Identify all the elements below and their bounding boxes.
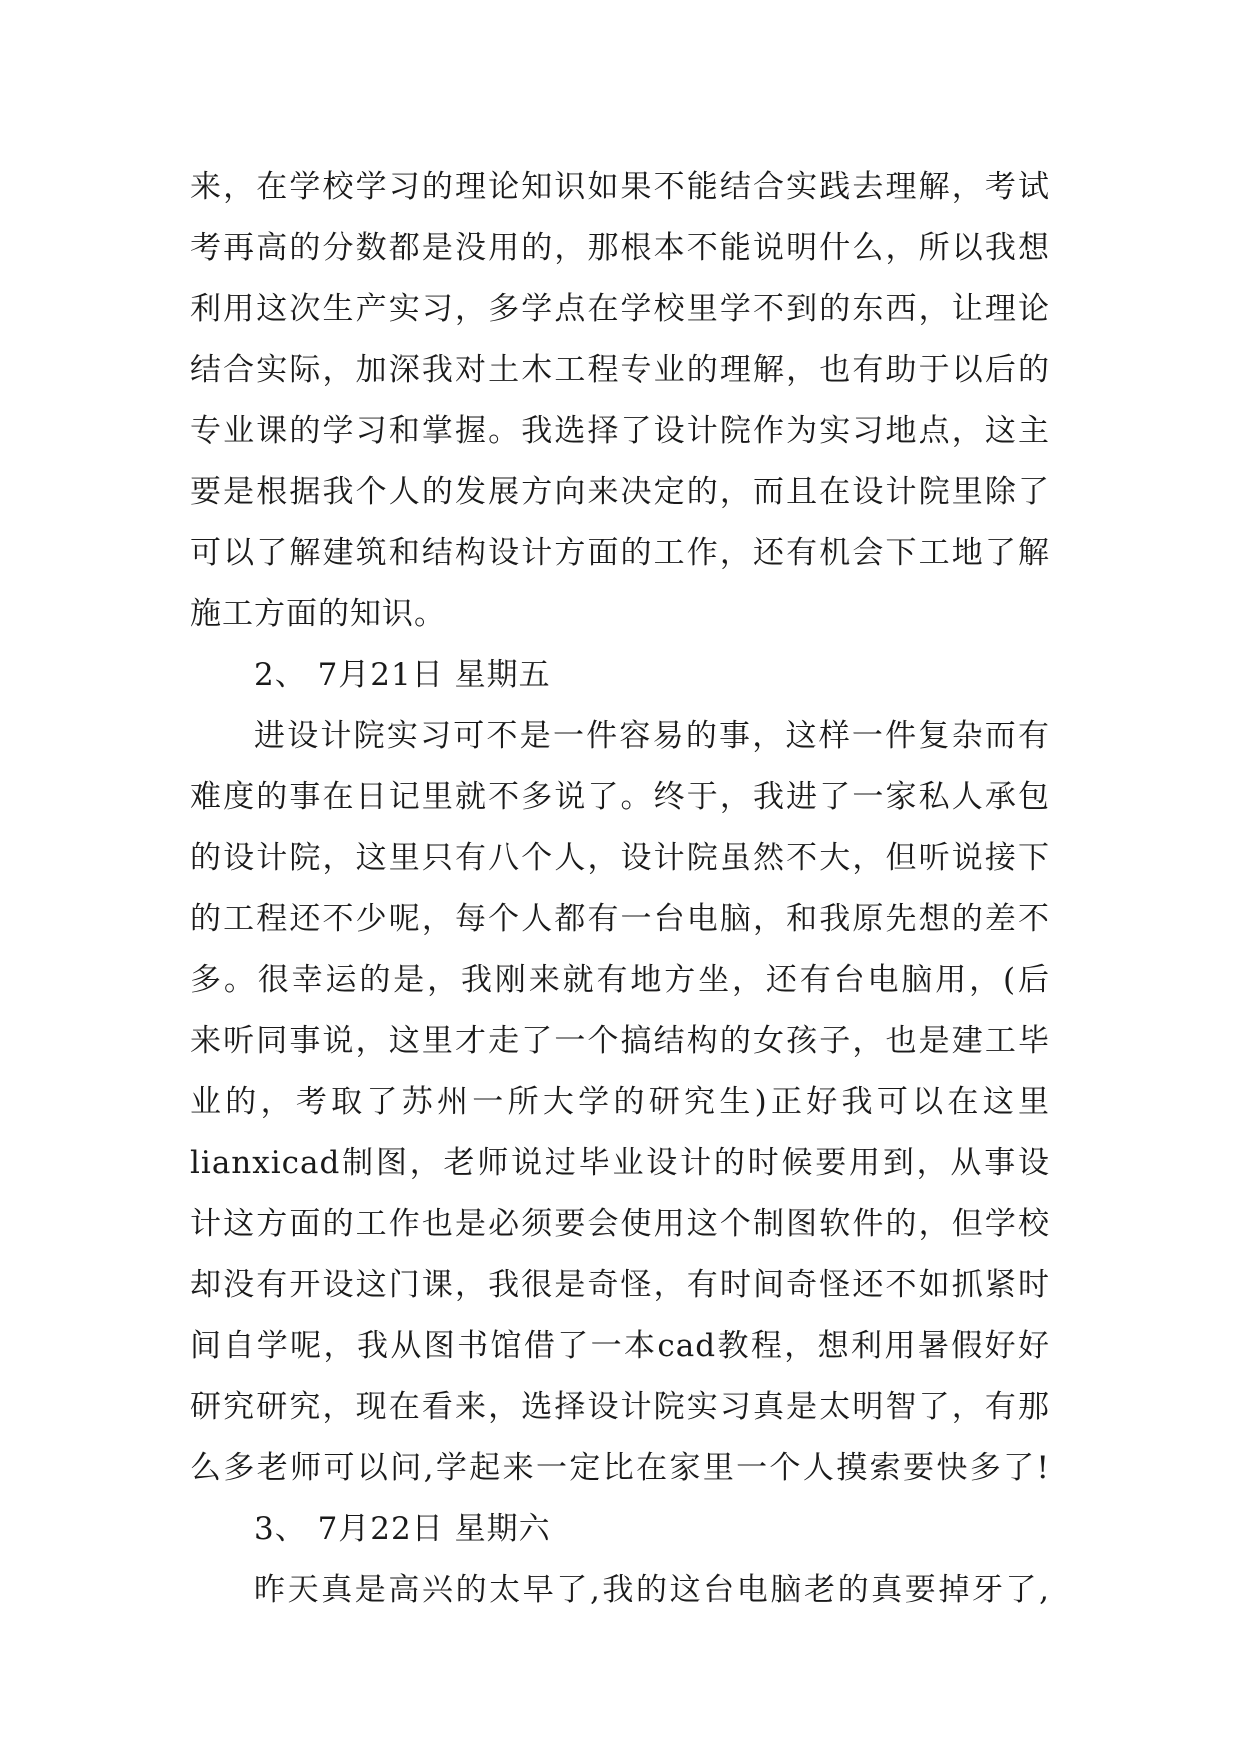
paragraph-line: 昨天真是高兴的太早了,我的这台电脑老的真要掉牙了, xyxy=(254,1572,1050,1608)
paragraph-line: 考再高的分数都是没用的，那根本不能说明什么，所以我想 xyxy=(190,230,1050,266)
paragraph-line: 进设计院实习可不是一件容易的事，这样一件复杂而有 xyxy=(254,718,1050,754)
document-body xyxy=(190,157,1050,1621)
paragraph-line: 研究研究，现在看来，选择设计院实习真是太明智了，有那 xyxy=(190,1389,1050,1425)
paragraph-line: 来，在学校学习的理论知识如果不能结合实践去理解，考试 xyxy=(190,169,1050,205)
paragraph-line: 业的，考取了苏州一所大学的研究生)正好我可以在这里 xyxy=(190,1084,1050,1120)
paragraph-line: 施工方面的知识。 xyxy=(190,596,446,632)
paragraph-line: 要是根据我个人的发展方向来决定的，而且在设计院里除了 xyxy=(190,474,1050,510)
paragraph-line: 间自学呢，我从图书馆借了一本cad教程，想利用暑假好好 xyxy=(190,1328,1050,1364)
diary-entry-heading: 2、 7月21日 星期五 xyxy=(254,657,551,693)
paragraph-line: 计这方面的工作也是必须要会使用这个制图软件的，但学校 xyxy=(190,1206,1050,1242)
paragraph-line: 可以了解建筑和结构设计方面的工作，还有机会下工地了解 xyxy=(190,535,1050,571)
paragraph-line: 结合实际，加深我对土木工程专业的理解，也有助于以后的 xyxy=(190,352,1050,388)
paragraph-line: lianxicad制图，老师说过毕业设计的时候要用到，从事设 xyxy=(190,1145,1050,1181)
paragraph-line: 的设计院，这里只有八个人，设计院虽然不大，但听说接下 xyxy=(190,840,1050,876)
paragraph-line: 多。很幸运的是，我刚来就有地方坐，还有台电脑用，(后 xyxy=(190,962,1050,998)
paragraph-line: 么多老师可以问,学起来一定比在家里一个人摸索要快多了! xyxy=(190,1450,1050,1486)
paragraph-line: 专业课的学习和掌握。我选择了设计院作为实习地点，这主 xyxy=(190,413,1050,449)
paragraph-line: 来听同事说，这里才走了一个搞结构的女孩子，也是建工毕 xyxy=(190,1023,1050,1059)
paragraph-line: 却没有开设这门课，我很是奇怪，有时间奇怪还不如抓紧时 xyxy=(190,1267,1050,1303)
diary-entry-heading: 3、 7月22日 星期六 xyxy=(254,1511,551,1547)
paragraph-line: 利用这次生产实习，多学点在学校里学不到的东西，让理论 xyxy=(190,291,1050,327)
paragraph-line: 的工程还不少呢，每个人都有一台电脑，和我原先想的差不 xyxy=(190,901,1050,937)
paragraph-line: 难度的事在日记里就不多说了。终于，我进了一家私人承包 xyxy=(190,779,1050,815)
